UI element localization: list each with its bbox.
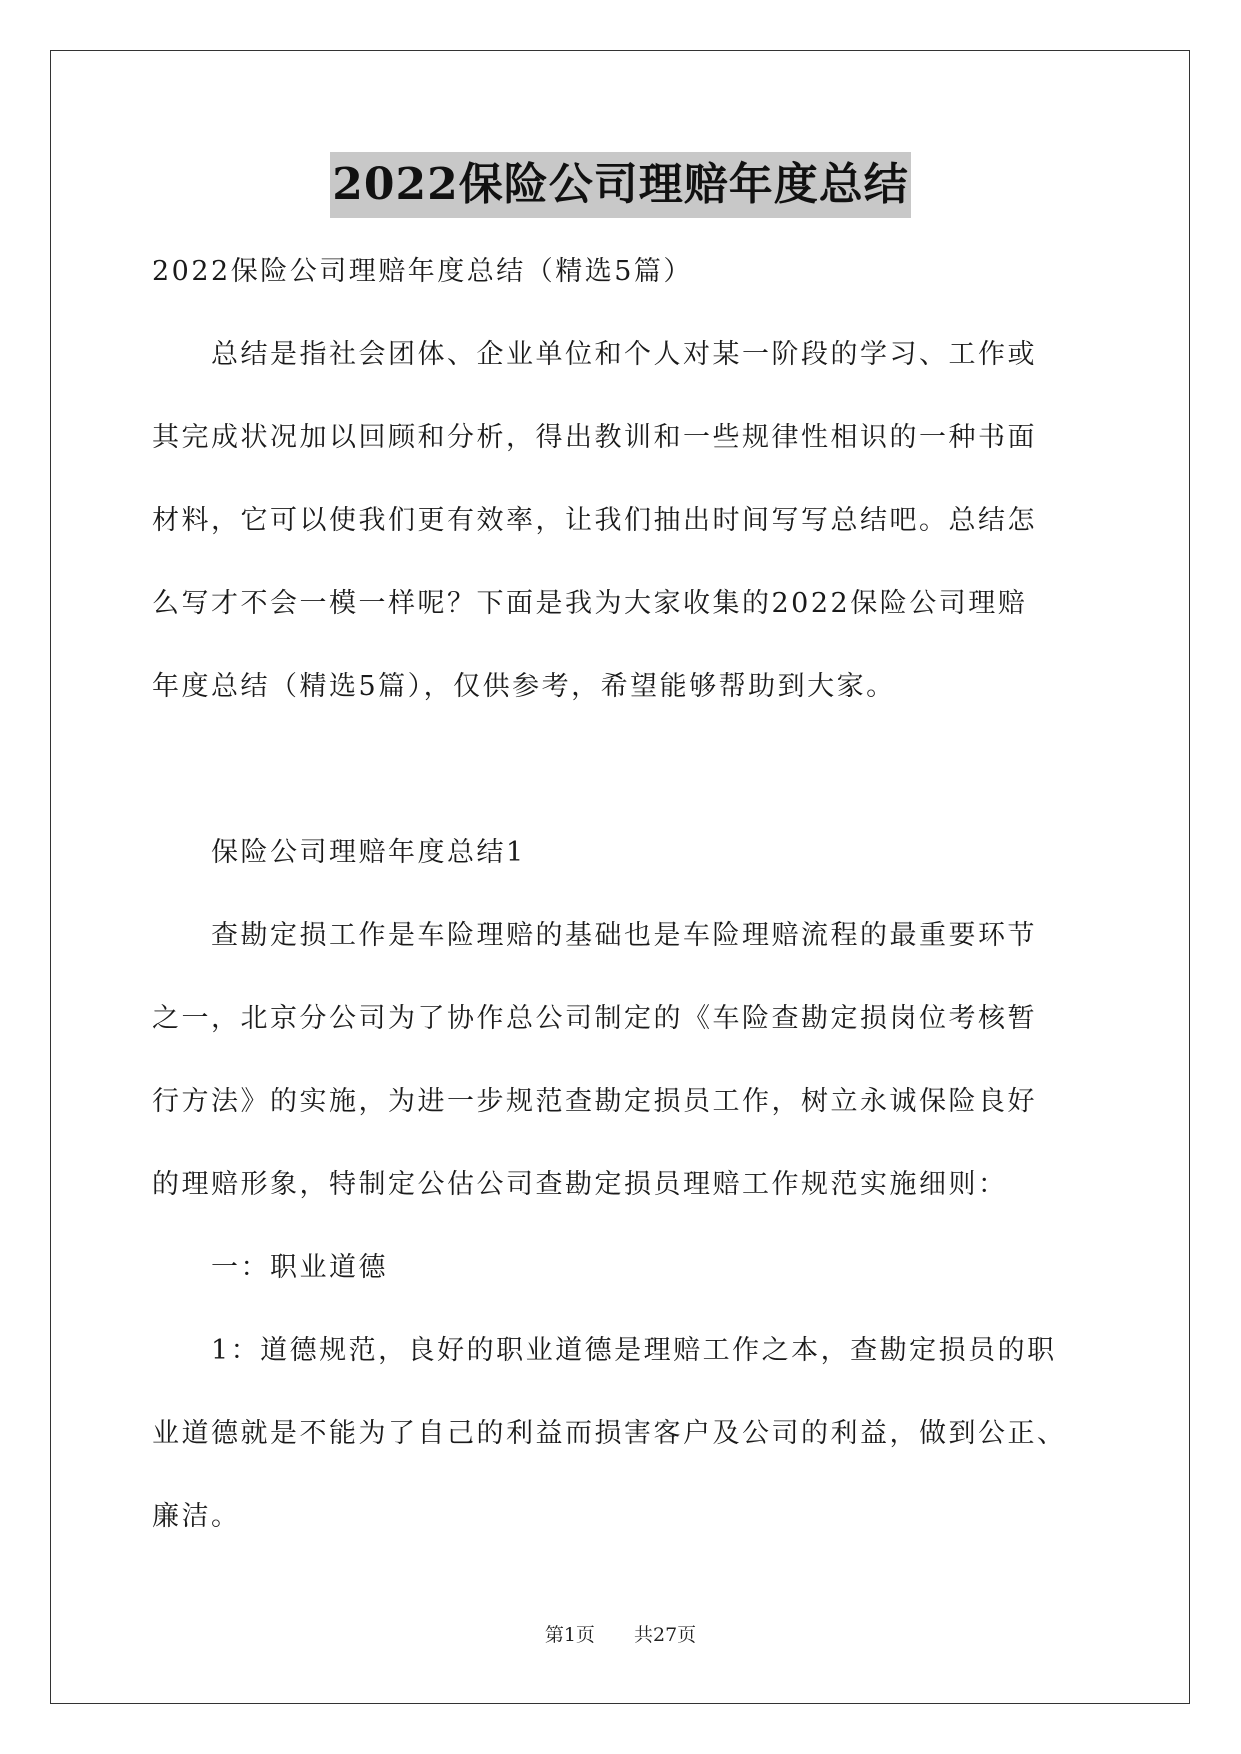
paragraph-line: 查勘定损工作是车险理赔的基础也是车险理赔流程的最重要环节 [152, 920, 1037, 951]
paragraph-line: 材料，它可以使我们更有效率，让我们抽出时间写写总结吧。总结怎 [152, 505, 1037, 536]
section-heading: 保险公司理赔年度总结1 [152, 837, 526, 868]
blank-line [152, 728, 1092, 811]
paragraph-line: 年度总结（精选5篇），仅供参考，希望能够帮助到大家。 [152, 671, 896, 702]
paragraph-line: 之一，北京分公司为了协作总公司制定的《车险查勘定损岗位考核暂 [152, 1003, 1037, 1034]
page-number: 第1页 [544, 1624, 595, 1646]
document-title: 2022保险公司理赔年度总结 [330, 152, 910, 218]
page-spacer [605, 1624, 624, 1646]
paragraph-line: 廉洁。 [152, 1501, 241, 1532]
paragraph-line: 1：道德规范，良好的职业道德是理赔工作之本，查勘定损员的职 [152, 1335, 1057, 1366]
subtitle-line: 2022保险公司理赔年度总结（精选5篇） [152, 256, 693, 287]
paragraph-line: 行方法》的实施，为进一步规范查勘定损员工作，树立永诚保险良好 [152, 1086, 1037, 1117]
paragraph-line: 业道德就是不能为了自己的利益而损害客户及公司的利益，做到公正、 [152, 1418, 1067, 1449]
page-footer [0, 1620, 1241, 1647]
title-container [0, 152, 1241, 218]
page-total: 共27页 [634, 1624, 697, 1646]
document-body [152, 230, 1092, 1558]
paragraph-line: 的理赔形象，特制定公估公司查勘定损员理赔工作规范实施细则： [152, 1169, 1008, 1200]
paragraph-line: 总结是指社会团体、企业单位和个人对某一阶段的学习、工作或 [152, 339, 1037, 370]
subsection-heading: 一：职业道德 [152, 1252, 388, 1283]
paragraph-line: 么写才不会一模一样呢？下面是我为大家收集的2022保险公司理赔 [152, 588, 1028, 619]
paragraph-line: 其完成状况加以回顾和分析，得出教训和一些规律性相识的一种书面 [152, 422, 1037, 453]
